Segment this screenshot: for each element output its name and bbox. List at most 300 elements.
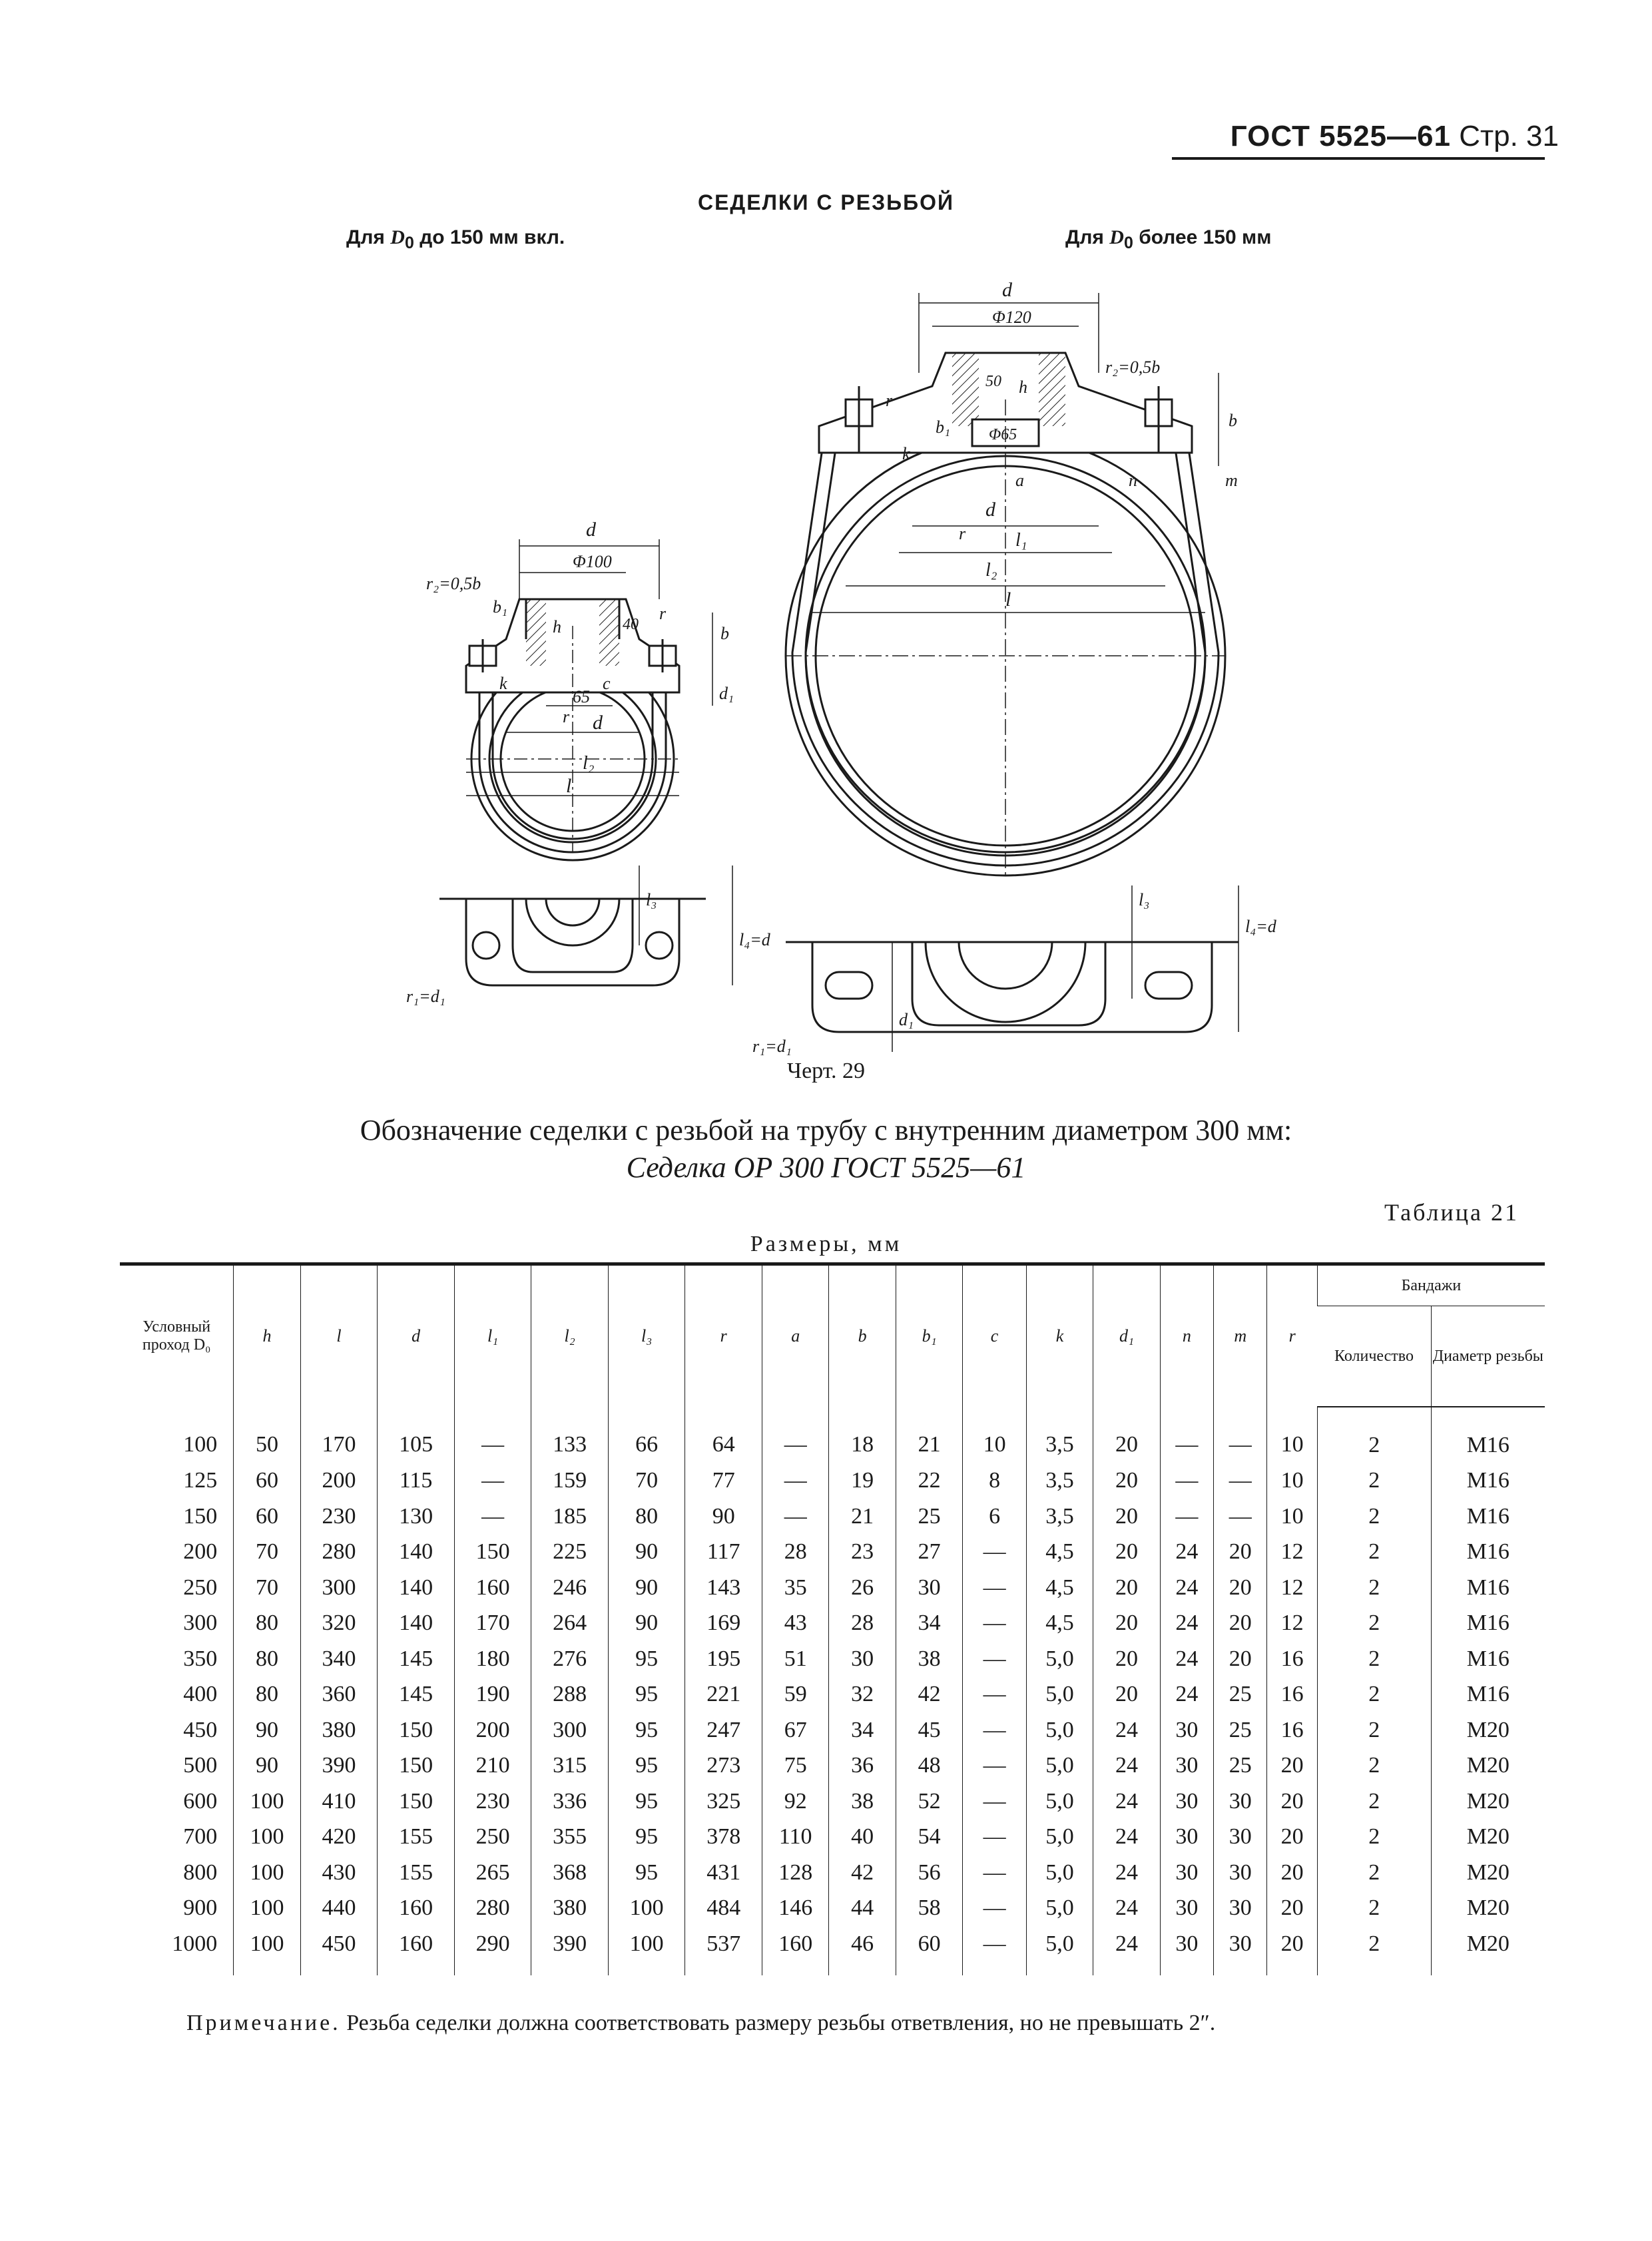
table-cell: 5,0 (1026, 1820, 1093, 1856)
table-cell: 378 (685, 1820, 762, 1856)
label-r1-large: r₁=d₁ (752, 1037, 792, 1056)
table-cell: 24 (1093, 1820, 1160, 1856)
label-l-large: l (1005, 589, 1011, 611)
table-cell: 2 (1317, 1891, 1431, 1927)
table-cell: 2 (1317, 1677, 1431, 1713)
table-row (120, 1677, 1545, 1713)
table-cell: 10 (963, 1407, 1026, 1463)
label-l3-small: l₃ (646, 890, 657, 909)
table-cell: 60 (896, 1926, 962, 1975)
table-cell: 4,5 (1026, 1606, 1093, 1642)
table-cell: 160 (762, 1926, 828, 1975)
table-cell: 24 (1160, 1677, 1213, 1713)
col-header-b: b (829, 1264, 896, 1407)
label-d-large: d (1002, 279, 1012, 301)
table-cell: 200 (183, 1539, 218, 1565)
table-row (120, 1535, 1545, 1571)
table-cell: 128 (762, 1855, 828, 1891)
large-saddle-plan-view (786, 885, 1239, 1052)
table-cell: 20 (1214, 1606, 1267, 1642)
table-cell: 3,5 (1026, 1407, 1093, 1463)
table-cell: 20 (1267, 1855, 1317, 1891)
table-cell: 125 (183, 1468, 218, 1493)
table-cell: 380 (300, 1712, 378, 1748)
table-cell: 100 (234, 1855, 300, 1891)
table-cell: 26 (829, 1570, 896, 1606)
table-cell: 24 (1093, 1926, 1160, 1975)
table-cell: 95 (608, 1748, 685, 1784)
label-b1-large: b₁ (936, 417, 951, 437)
table-cell: 35 (762, 1570, 828, 1606)
table-cell: 160 (454, 1570, 531, 1606)
table-cell: 52 (896, 1784, 962, 1820)
label-l1-large: l₁ (1015, 530, 1027, 551)
table-cell: 2 (1317, 1712, 1431, 1748)
label-l4-small: l₄=d (739, 930, 770, 949)
table-cell: 140 (378, 1570, 455, 1606)
table-cell: 145 (378, 1677, 455, 1713)
table-cell: 22 (896, 1463, 962, 1499)
table-cell: 100 (608, 1926, 685, 1975)
table-cell: 3,5 (1026, 1499, 1093, 1535)
table-cell: 43 (762, 1606, 828, 1642)
table-cell: 600 (183, 1788, 218, 1814)
col-header-d1: d₁ (1093, 1264, 1160, 1407)
label-r-in-large: r (959, 524, 966, 543)
col-header-nominal-bore: Условный проход D₀ (120, 1264, 234, 1407)
table-cell: 30 (829, 1641, 896, 1677)
table-cell: 170 (454, 1606, 531, 1642)
table-cell: 2 (1317, 1784, 1431, 1820)
table-cell: — (454, 1407, 531, 1463)
table-cell: — (762, 1407, 828, 1463)
table-cell: 80 (234, 1677, 300, 1713)
table-cell: М16 (1431, 1499, 1545, 1535)
table-cell: 247 (685, 1712, 762, 1748)
table-cell: М16 (1431, 1570, 1545, 1606)
table-cell: 59 (762, 1677, 828, 1713)
table-cell: 20 (1093, 1641, 1160, 1677)
table-cell: — (454, 1463, 531, 1499)
table-cell: 368 (531, 1855, 609, 1891)
table-cell: 160 (378, 1926, 455, 1975)
table-cell: 5,0 (1026, 1784, 1093, 1820)
table-cell: 390 (300, 1748, 378, 1784)
table-row (120, 1820, 1545, 1856)
table-cell: 20 (1093, 1570, 1160, 1606)
table-cell: 24 (1093, 1748, 1160, 1784)
table-cell: 20 (1214, 1535, 1267, 1571)
label-l3-large: l₃ (1139, 890, 1150, 909)
table-cell: 40 (829, 1820, 896, 1856)
table-cell: 336 (531, 1784, 609, 1820)
table-cell: 64 (685, 1407, 762, 1463)
table-row (120, 1463, 1545, 1499)
label-r2-large: r₂=0,5b (1105, 358, 1161, 377)
table-cell: 60 (234, 1463, 300, 1499)
table-row (120, 1926, 1545, 1975)
table-cell: 484 (685, 1891, 762, 1927)
label-r-top-small: r (659, 604, 667, 623)
table-cell: 146 (762, 1891, 828, 1927)
table-cell: 100 (234, 1820, 300, 1856)
table-cell: 390 (531, 1926, 609, 1975)
col-header-r: r (685, 1264, 762, 1407)
table-cell: 60 (234, 1499, 300, 1535)
table-cell: 225 (531, 1535, 609, 1571)
table-cell: 30 (1160, 1891, 1213, 1927)
table-cell: 54 (896, 1820, 962, 1856)
table-cell: 140 (378, 1535, 455, 1571)
table-cell: 250 (183, 1575, 218, 1600)
table-cell: — (963, 1677, 1026, 1713)
table-cell: 20 (1214, 1641, 1267, 1677)
table-cell: 90 (608, 1570, 685, 1606)
table-cell: 77 (685, 1463, 762, 1499)
label-d-in-large: d (985, 499, 995, 521)
table-cell: 150 (378, 1712, 455, 1748)
table-cell: 143 (685, 1570, 762, 1606)
table-cell: 24 (1093, 1891, 1160, 1927)
table-cell: 20 (1093, 1407, 1160, 1463)
table-cell: 150 (378, 1748, 455, 1784)
table-cell: 150 (454, 1535, 531, 1571)
table-cell: 300 (531, 1712, 609, 1748)
table-cell: — (963, 1570, 1026, 1606)
table-cell: — (762, 1499, 828, 1535)
table-cell: 45 (896, 1712, 962, 1748)
table-cell: 25 (896, 1499, 962, 1535)
figure-caption: Черт. 29 (786, 1059, 866, 1083)
table-cell: М16 (1431, 1535, 1545, 1571)
table-cell: 32 (829, 1677, 896, 1713)
table-cell: 6 (963, 1499, 1026, 1535)
table-cell: 20 (1267, 1748, 1317, 1784)
table-cell: 300 (183, 1611, 218, 1636)
table-cell: 300 (300, 1570, 378, 1606)
col-header-a: a (762, 1264, 828, 1407)
table-cell: 34 (896, 1606, 962, 1642)
table-cell: 5,0 (1026, 1677, 1093, 1713)
table-cell: 51 (762, 1641, 828, 1677)
table-cell: — (1160, 1407, 1213, 1463)
table-cell: 100 (234, 1926, 300, 1975)
label-l4-large: l₄=d (1245, 917, 1276, 936)
standard-number: ГОСТ 5525—61 (1230, 120, 1451, 152)
table-cell: 23 (829, 1535, 896, 1571)
table-cell: 30 (1160, 1712, 1213, 1748)
table-cell: 230 (454, 1784, 531, 1820)
table-cell: 20 (1214, 1570, 1267, 1606)
label-d-small: d (586, 519, 596, 541)
table-cell: 75 (762, 1748, 828, 1784)
table-cell: М20 (1431, 1926, 1545, 1975)
table-row (120, 1570, 1545, 1606)
table-cell: 159 (531, 1463, 609, 1499)
table-cell: 50 (234, 1407, 300, 1463)
table-cell: 133 (531, 1407, 609, 1463)
table-cell: 264 (531, 1606, 609, 1642)
table-cell: 20 (1093, 1606, 1160, 1642)
table-cell: 2 (1317, 1641, 1431, 1677)
table-cell: 2 (1317, 1748, 1431, 1784)
dimensions-table (120, 1262, 1545, 1975)
large-saddle-front-view (786, 293, 1225, 879)
table-cell: 42 (829, 1855, 896, 1891)
table-cell: 431 (685, 1855, 762, 1891)
table-cell: 100 (234, 1784, 300, 1820)
table-cell: 155 (378, 1820, 455, 1856)
table-cell: 500 (183, 1753, 218, 1778)
table-cell: 2 (1317, 1570, 1431, 1606)
table-row (120, 1891, 1545, 1927)
table-cell: 140 (378, 1606, 455, 1642)
table-cell: 200 (454, 1712, 531, 1748)
page-header (1231, 120, 1559, 153)
label-r2-small: r₂=0,5b (426, 574, 481, 593)
label-r1-small: r₁=d₁ (406, 987, 445, 1006)
table-label: Таблица 21 (1384, 1199, 1519, 1226)
table-cell: 340 (300, 1641, 378, 1677)
label-b-small: b (720, 624, 729, 643)
table-cell: 410 (300, 1784, 378, 1820)
table-cell: 92 (762, 1784, 828, 1820)
table-cell: М20 (1431, 1855, 1545, 1891)
table-cell: 450 (183, 1717, 218, 1742)
page-number: Стр. 31 (1459, 120, 1559, 152)
table-cell: 21 (896, 1407, 962, 1463)
table-cell: — (762, 1463, 828, 1499)
table-row (120, 1784, 1545, 1820)
table-cell: 70 (608, 1463, 685, 1499)
table-cell: 90 (608, 1535, 685, 1571)
table-cell: 20 (1267, 1891, 1317, 1927)
label-phi-small: Φ100 (573, 552, 612, 571)
col-header-l: l (300, 1264, 378, 1407)
table-cell: М20 (1431, 1891, 1545, 1927)
table-cell: 450 (300, 1926, 378, 1975)
table-cell: 24 (1160, 1535, 1213, 1571)
table-cell: — (454, 1499, 531, 1535)
table-cell: 273 (685, 1748, 762, 1784)
table-cell: 145 (378, 1641, 455, 1677)
table-cell: 34 (829, 1712, 896, 1748)
table-cell: — (963, 1855, 1026, 1891)
table-cell: 20 (1093, 1463, 1160, 1499)
table-cell: 30 (1214, 1784, 1267, 1820)
table-cell: — (963, 1891, 1026, 1927)
table-cell: 180 (454, 1641, 531, 1677)
table-cell: 10 (1267, 1407, 1317, 1463)
col-group-bands: Бандажи (1317, 1264, 1545, 1306)
table-cell: 5,0 (1026, 1855, 1093, 1891)
table-row (120, 1855, 1545, 1891)
table-cell: — (963, 1784, 1026, 1820)
col-header-c: c (963, 1264, 1026, 1407)
table-cell: 67 (762, 1712, 828, 1748)
subtitle-large: Для $D_0$ более 150 мм (1065, 226, 1272, 252)
table-cell: 100 (183, 1432, 218, 1457)
table-cell: 30 (1214, 1891, 1267, 1927)
table-cell: 400 (183, 1682, 218, 1707)
table-cell: 95 (608, 1855, 685, 1891)
table-cell: 38 (896, 1641, 962, 1677)
table-cell: 210 (454, 1748, 531, 1784)
table-cell: 288 (531, 1677, 609, 1713)
table-cell: 5,0 (1026, 1891, 1093, 1927)
table-cell: 155 (378, 1855, 455, 1891)
table-cell: 117 (685, 1535, 762, 1571)
table-cell: 280 (300, 1535, 378, 1571)
table-cell: 30 (1160, 1784, 1213, 1820)
table-cell: М16 (1431, 1606, 1545, 1642)
table-cell: 320 (300, 1606, 378, 1642)
col-header-thread-diameter: Диаметр резьбы (1431, 1306, 1545, 1407)
table-cell: 80 (234, 1641, 300, 1677)
table-cell: 2 (1317, 1535, 1431, 1571)
table-cell: 20 (1093, 1535, 1160, 1571)
table-row (120, 1712, 1545, 1748)
label-k-small: k (499, 674, 507, 693)
table-cell: 95 (608, 1820, 685, 1856)
table-cell: 265 (454, 1855, 531, 1891)
table-cell: М20 (1431, 1820, 1545, 1856)
table-cell: 46 (829, 1926, 896, 1975)
table-cell: 95 (608, 1784, 685, 1820)
label-h-large: h (1019, 377, 1027, 397)
table-cell: 1000 (172, 1931, 218, 1956)
table-cell: 355 (531, 1820, 609, 1856)
table-row (120, 1499, 1545, 1535)
table-cell: 90 (608, 1606, 685, 1642)
label-h-small: h (553, 617, 561, 636)
table-cell: 25 (1214, 1677, 1267, 1713)
label-d-in-small: d (593, 712, 603, 734)
table-cell: М20 (1431, 1712, 1545, 1748)
table-cell: 100 (234, 1891, 300, 1927)
label-r-in-small: r (563, 707, 570, 726)
col-header-l1: l₁ (454, 1264, 531, 1407)
label-40-small: 40 (623, 616, 639, 633)
table-cell: 150 (183, 1503, 218, 1529)
table-cell: 90 (234, 1748, 300, 1784)
label-l2-small: l₂ (583, 753, 595, 774)
table-cell: — (963, 1820, 1026, 1856)
note-text: Резьба седелки должна соответствовать размеру резьбы ответвления, но не превышать 2″. (340, 2011, 1216, 2035)
section-title: СЕДЕЛКИ С РЕЗЬБОЙ (697, 190, 955, 214)
table-cell: 18 (829, 1407, 896, 1463)
label-n-large: n (1129, 471, 1137, 490)
subtitle-small: Для $D_0$ до 150 мм вкл. (346, 226, 565, 252)
col-header-m: m (1214, 1264, 1267, 1407)
table-cell: 70 (234, 1570, 300, 1606)
table-cell: 30 (1214, 1820, 1267, 1856)
label-m-large: m (1225, 471, 1238, 490)
table-cell: 169 (685, 1606, 762, 1642)
col-header-l2: l₂ (531, 1264, 609, 1407)
table-cell: — (963, 1712, 1026, 1748)
table-cell: 3,5 (1026, 1463, 1093, 1499)
label-k-large: k (902, 444, 910, 463)
table-cell: 90 (234, 1712, 300, 1748)
designation-text: Обозначение седелки с резьбой на трубу с внутренним диаметром 300 мм: (360, 1114, 1292, 1146)
table-cell: 25 (1214, 1748, 1267, 1784)
table-cell: 20 (1267, 1820, 1317, 1856)
table-cell: 30 (1160, 1820, 1213, 1856)
table-cell: 12 (1267, 1606, 1317, 1642)
table-cell: 105 (378, 1407, 455, 1463)
table-cell: 58 (896, 1891, 962, 1927)
table-cell: 160 (378, 1891, 455, 1927)
table-cell: М16 (1431, 1641, 1545, 1677)
table-cell: 42 (896, 1677, 962, 1713)
table-cell: 440 (300, 1891, 378, 1927)
table-cell: 2 (1317, 1926, 1431, 1975)
label-b-large: b (1229, 411, 1237, 430)
table-cell: 30 (1214, 1855, 1267, 1891)
table-cell: 24 (1160, 1570, 1213, 1606)
table-cell: 276 (531, 1641, 609, 1677)
table-cell: 24 (1093, 1712, 1160, 1748)
table-cell: 20 (1267, 1784, 1317, 1820)
table-cell: 30 (1214, 1926, 1267, 1975)
table-cell: — (963, 1641, 1026, 1677)
table-cell: М20 (1431, 1784, 1545, 1820)
table-cell: М20 (1431, 1748, 1545, 1784)
label-50-large: 50 (985, 373, 1001, 390)
label-l2-large: l₂ (985, 560, 997, 581)
col-header-k: k (1026, 1264, 1093, 1407)
table-cell: 537 (685, 1926, 762, 1975)
table-cell: 110 (762, 1820, 828, 1856)
table-cell: 24 (1160, 1641, 1213, 1677)
table-cell: 38 (829, 1784, 896, 1820)
table-cell: — (963, 1606, 1026, 1642)
table-cell: 24 (1093, 1855, 1160, 1891)
table-cell: 28 (762, 1535, 828, 1571)
table-row (120, 1407, 1545, 1463)
table-cell: 700 (183, 1824, 218, 1850)
table-cell: 800 (183, 1860, 218, 1885)
table-cell: — (1214, 1499, 1267, 1535)
label-b1-small: b₁ (493, 597, 508, 617)
table-cell: 80 (234, 1606, 300, 1642)
technical-drawing (0, 253, 1652, 1059)
table-cell: 20 (1093, 1677, 1160, 1713)
label-65-small: 65 (573, 687, 590, 706)
table-cell: — (963, 1535, 1026, 1571)
table-cell: М16 (1431, 1407, 1545, 1463)
table-cell: — (1160, 1463, 1213, 1499)
table-cell: 4,5 (1026, 1535, 1093, 1571)
table-row (120, 1748, 1545, 1784)
table-cell: 5,0 (1026, 1926, 1093, 1975)
table-cell: 5,0 (1026, 1712, 1093, 1748)
col-header-quantity: Количество (1317, 1306, 1431, 1407)
table-cell: 36 (829, 1748, 896, 1784)
table-cell: 2 (1317, 1463, 1431, 1499)
table-cell: — (963, 1926, 1026, 1975)
table-cell: 19 (829, 1463, 896, 1499)
table-cell: 185 (531, 1499, 609, 1535)
table-cell: — (1214, 1463, 1267, 1499)
table-cell: 5,0 (1026, 1748, 1093, 1784)
table-cell: 95 (608, 1641, 685, 1677)
table-cell: 360 (300, 1677, 378, 1713)
table-cell: 290 (454, 1926, 531, 1975)
table-cell: 95 (608, 1712, 685, 1748)
table-cell: 16 (1267, 1677, 1317, 1713)
